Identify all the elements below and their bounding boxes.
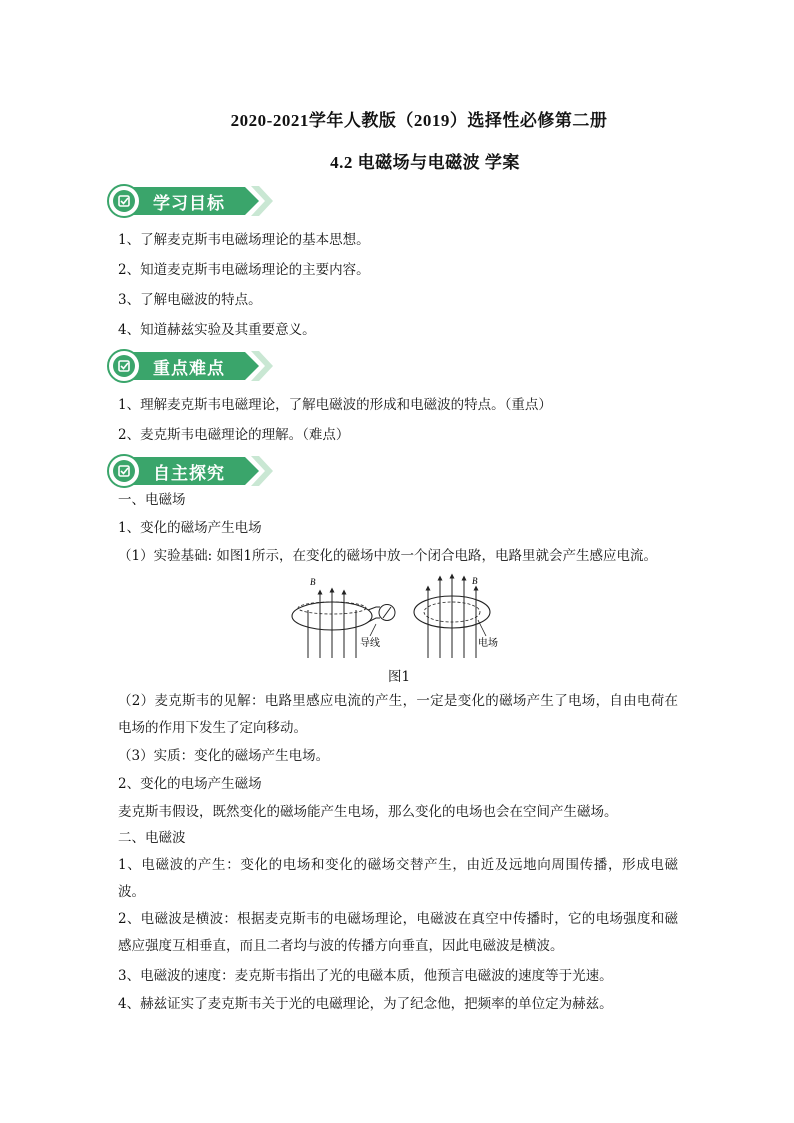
banner-label: 学习目标 — [153, 194, 225, 214]
banner-label: 重点难点 — [153, 359, 225, 379]
document-subtitle: 4.2 电磁场与电磁波 学案 — [330, 153, 520, 172]
section-heading: 二、电磁波 — [118, 830, 186, 846]
figure-1-diagram — [280, 570, 520, 660]
paragraph: 3、电磁波的速度：麦克斯韦指出了光的电磁本质，他预言电磁波的速度等于光速。 — [118, 968, 613, 984]
document-title: 2020-2021学年人教版（2019）选择性必修第二册 — [230, 111, 608, 130]
section-banner-self-study — [107, 454, 275, 488]
paragraph: 2、电磁波是横波：根据麦克斯韦的电磁场理论，电磁波在真空中传播时，它的电场强度和磁感应强度互相垂直，而且二者均与波的传播方向垂直，因此电磁波是横波。 — [118, 911, 678, 954]
label-b-left: B — [310, 577, 316, 587]
paragraph: 1、变化的磁场产生电场 — [118, 520, 262, 536]
paragraph: 1、电磁波的产生：变化的电场和变化的磁场交替产生，由近及远地向周围传播，形成电磁波。 — [118, 857, 678, 900]
list-item: 1、理解麦克斯韦电磁理论，了解电磁波的形成和电磁波的特点。（重点） — [118, 397, 552, 413]
label-field: 电场 — [478, 638, 498, 649]
paragraph: 2、变化的电场产生磁场 — [118, 776, 262, 792]
list-item: 2、知道麦克斯韦电磁场理论的主要内容。 — [118, 262, 370, 278]
paragraph: 麦克斯韦假设，既然变化的磁场能产生电场，那么变化的电场也会在空间产生磁场。 — [118, 804, 618, 820]
paragraph: （1）实验基础: 如图1所示，在变化的磁场中放一个闭合电路，电路里就会产生感应电流。 — [118, 548, 658, 564]
section-heading: 一、电磁场 — [118, 492, 186, 508]
list-item: 3、了解电磁波的特点。 — [118, 292, 262, 308]
section-banner-objectives — [107, 184, 275, 218]
label-b-right: B — [472, 576, 478, 586]
banner-label: 自主探究 — [153, 464, 225, 484]
label-wire: 导线 — [360, 638, 380, 649]
list-item: 1、了解麦克斯韦电磁场理论的基本思想。 — [118, 232, 370, 248]
list-item: 4、知道赫兹实验及其重要意义。 — [118, 322, 316, 338]
figure-caption: 图1 — [387, 669, 411, 685]
section-banner-key-points — [107, 349, 275, 383]
paragraph: （2）麦克斯韦的见解：电路里感应电流的产生，一定是变化的磁场产生了电场，自由电荷在电场的作用下发生了定向移动。 — [118, 693, 678, 736]
paragraph: （3）实质：变化的磁场产生电场。 — [118, 748, 330, 764]
paragraph: 4、赫兹证实了麦克斯韦关于光的电磁理论，为了纪念他，把频率的单位定为赫兹。 — [118, 996, 613, 1012]
list-item: 2、麦克斯韦电磁理论的理解。（难点） — [118, 427, 350, 443]
